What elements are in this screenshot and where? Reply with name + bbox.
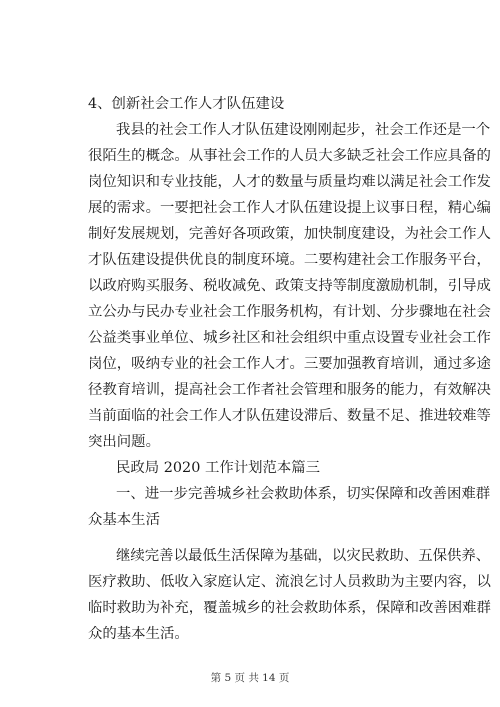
subheading-line: 一、进一步完善城乡社会救助体系，切实保障和改善困难群: [116, 486, 491, 502]
paragraph-line: 医疗救助、低收入家庭认定、流浪乞讨人员救助为主要内容，以: [88, 574, 491, 590]
section-heading: 4、创新社会工作人才队伍建设: [88, 96, 285, 112]
paragraph-line: 才队伍建设提供优良的制度环境。二要构建社会工作服务平台，: [88, 252, 491, 268]
page-number-footer: 第 5 页 共 14 页: [210, 672, 290, 684]
paragraph-line: 突出问题。: [88, 434, 160, 450]
paragraph-line: 以政府购买服务、税收减免、政策支持等制度激励机制，引导成: [88, 278, 491, 294]
paragraph-line: 岗位知识和专业技能，人才的数量与质量均难以满足社会工作发: [88, 174, 491, 190]
paragraph-line: 立公办与民办专业社会工作服务机构，有计划、分步骤地在社会: [88, 304, 491, 320]
paragraph-line: 径教育培训，提高社会工作者社会管理和服务的能力，有效解决: [88, 382, 491, 398]
paragraph-line: 临时救助为补充，覆盖城乡的社会救助体系，保障和改善困难群: [88, 600, 491, 616]
paragraph-line: 继续完善以最低生活保障为基础，以灾民救助、五保供养、: [116, 548, 491, 564]
paragraph-line: 展的需求。一要把社会工作人才队伍建设提上议事日程，精心编: [88, 200, 491, 216]
paragraph-line: 众的基本生活。: [88, 626, 189, 642]
paragraph-line: 我县的社会工作人才队伍建设刚刚起步，社会工作还是一个: [116, 122, 491, 138]
paragraph-line: 当前面临的社会工作人才队伍建设滞后、数量不足、推进较难等: [88, 408, 491, 424]
paragraph-line: 很陌生的概念。从事社会工作的人员大多缺乏社会工作应具备的: [88, 148, 491, 164]
paragraph-line: 岗位，吸纳专业的社会工作人才。三要加强教育培训，通过多途: [88, 356, 491, 372]
paragraph-line: 制好发展规划，完善好各项政策，加快制度建设，为社会工作人: [88, 226, 491, 242]
document-title: 民政局 2020 工作计划范本篇三: [116, 460, 321, 476]
subheading-line: 众基本生活: [88, 512, 160, 528]
paragraph-line: 公益类事业单位、城乡社区和社会组织中重点设置专业社会工作: [88, 330, 491, 346]
